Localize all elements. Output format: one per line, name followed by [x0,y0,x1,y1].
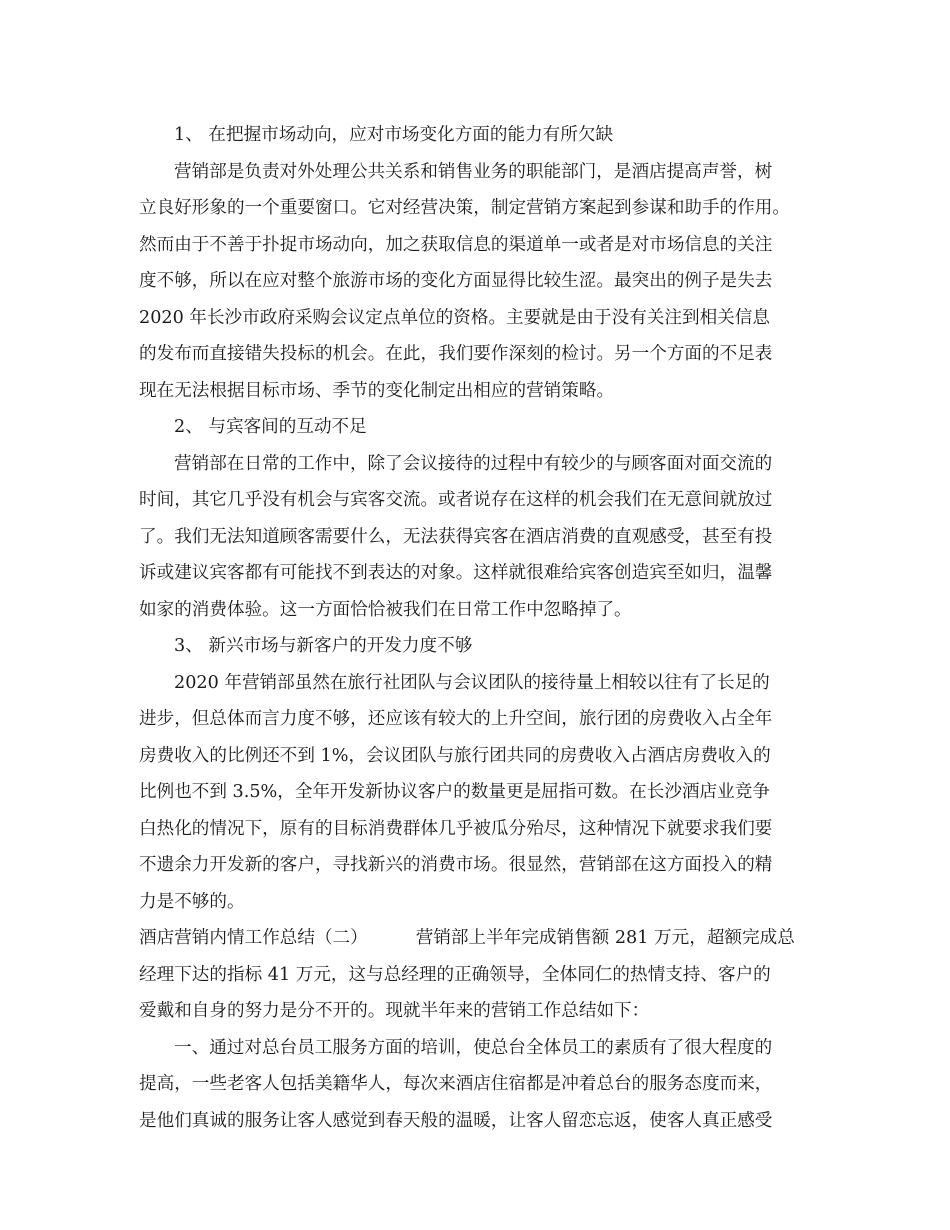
paragraph-line: 营销部是负责对外处理公共关系和销售业务的职能部门，是酒店提高声誉，树 [174,161,773,182]
paragraph-line: 爱戴和自身的努力是分不开的。现就半年来的营销工作总结如下： [139,1001,650,1021]
paragraph-line: 的发布而直接错失投标的机会。在此，我们要作深刻的检讨。另一个方面的不足表 [139,344,773,364]
paragraph-line: 提高，一些老客人包括美籍华人，每次来酒店住宿都是冲着总台的服务态度而来， [139,1074,773,1094]
section-heading-3: 3、 新兴市场与新客户的开发力度不够 [174,636,473,656]
paragraph-line: 营销部上半年完成销售额 281 万元，超额完成总 [415,928,795,948]
paragraph-line: 房费收入的比例还不到 1%，会议团队与旅行团共同的房费收入占酒店房费收入的 [139,745,771,766]
document-subtitle: 酒店营销内情工作总结（二） [139,928,368,948]
section-heading-1: 1、 在把握市场动向，应对市场变化方面的能力有所欠缺 [174,125,614,145]
paragraph-line: 时间，其它几乎没有机会与宾客交流。或者说存在这样的机会我们在无意间就放过 [139,490,773,510]
paragraph-line: 2020 年营销部虽然在旅行社团队与会议团队的接待量上相较以往有了长足的 [174,672,770,693]
paragraph-line: 2020 年长沙市政府采购会议定点单位的资格。主要就是由于没有关注到相关信息 [139,307,770,328]
paragraph-line: 一、通过对总台员工服务方面的培训，使总台全体员工的素质有了很大程度的 [174,1037,773,1058]
paragraph-line: 立良好形象的一个重要窗口。它对经营决策，制定营销方案起到参谋和助手的作用。 [139,198,790,218]
paragraph-line: 白热化的情况下，原有的目标消费群体几乎被瓜分殆尽，这种情况下就要求我们要 [139,818,773,839]
paragraph-line: 现在无法根据目标市场、季节的变化制定出相应的营销策略。 [139,380,615,401]
paragraph-line: 是他们真诚的服务让客人感觉到春天般的温暖，让客人留恋忘返，使客人真正感受 [139,1110,773,1131]
paragraph-line: 了。我们无法知道顾客需要什么，无法获得宾客在酒店消费的直观感受，甚至有投 [139,526,773,547]
paragraph-line: 不遗余力开发新的客户，寻找新兴的消费市场。很显然，营销部在这方面投入的精 [139,855,773,875]
document-body [139,117,819,1139]
paragraph-line: 营销部在日常的工作中，除了会议接待的过程中有较少的与顾客面对面交流的 [174,453,773,474]
paragraph-line: 力是不够的。 [139,891,245,912]
paragraph-line: 诉或建议宾客都有可能找不到表达的对象。这样就很难给宾客创造宾至如归，温馨 [139,563,773,583]
section-heading-2: 2、 与宾客间的互动不足 [174,417,367,437]
paragraph-line: 经理下达的指标 41 万元，这与总经理的正确领导，全体同仁的热情支持、客户的 [139,964,771,985]
paragraph-line: 度不够，所以在应对整个旅游市场的变化方面显得比较生涩。最突出的例子是失去 [139,271,773,291]
document-subtitle-line [139,920,819,957]
paragraph-line: 进步，但总体而言力度不够，还应该有较大的上升空间，旅行团的房费收入占全年 [139,709,773,729]
paragraph-line: 比例也不到 3.5%，全年开发新协议客户的数量更是屈指可数。在长沙酒店业竞争 [139,782,770,802]
paragraph-line: 如家的消费体验。这一方面恰恰被我们在日常工作中忽略掉了。 [139,599,632,620]
paragraph-line: 然而由于不善于扑捉市场动向，加之获取信息的渠道单一或者是对市场信息的关注 [139,234,773,255]
